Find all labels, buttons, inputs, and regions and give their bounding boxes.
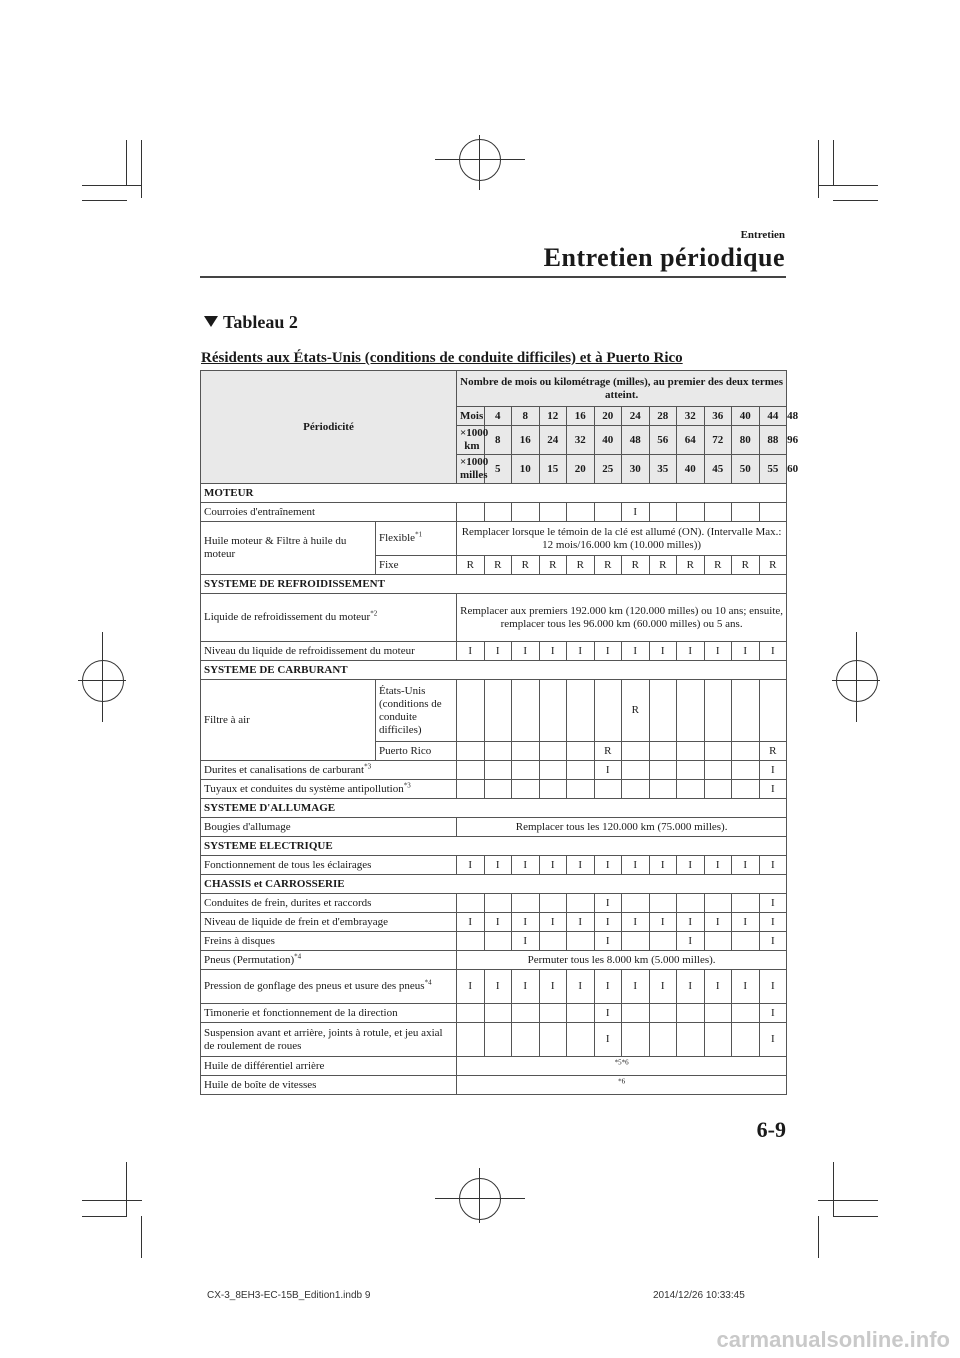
schedule-cell: I [704,642,732,661]
schedule-cell: I [512,932,540,951]
section-title-text: Tableau 2 [223,312,298,332]
table-row [201,913,787,932]
schedule-cell: I [512,856,540,875]
schedule-cell [512,742,540,761]
schedule-cell: I [484,642,512,661]
schedule-cell [484,894,512,913]
chapter-label: Entretien [740,229,785,241]
schedule-cell [622,1023,650,1057]
schedule-cell [732,932,760,951]
interval-value: 64 [677,426,705,455]
schedule-cell [539,680,567,742]
item-label [201,970,457,1004]
schedule-cell [649,503,677,522]
table-row [201,970,787,1004]
schedule-cell [732,503,760,522]
schedule-cell [457,1023,485,1057]
interval-value: 80 [732,426,760,455]
schedule-cell [704,780,732,799]
schedule-cell [732,680,760,742]
schedule-cell [567,742,595,761]
interval-value: 28 [649,407,677,426]
interval-value: 20 [594,407,622,426]
category-refroidissement: SYSTEME DE REFROIDISSEMENT [201,575,787,594]
interval-value: 50 [732,455,760,484]
schedule-cell: I [759,1004,787,1023]
schedule-cell: R [484,556,512,575]
footnote-ref: *3 [364,761,372,770]
category-row [201,661,787,680]
schedule-cell [484,780,512,799]
interval-value: 20 [567,455,595,484]
interval-value: 32 [677,407,705,426]
interval-value: 24 [539,426,567,455]
footer-file: CX-3_8EH3-EC-15B_Edition1.indb 9 [207,1290,371,1301]
item-label: Filtre à air [201,680,376,761]
schedule-cell [649,761,677,780]
interval-value: 25 [594,455,622,484]
schedule-cell: I [594,970,622,1004]
schedule-cell [567,503,595,522]
schedule-cell: I [594,1004,622,1023]
periodicite-header: Périodicité [201,371,457,484]
schedule-cell: I [704,913,732,932]
schedule-cell: I [677,970,705,1004]
schedule-cell [677,503,705,522]
schedule-cell: I [594,1023,622,1057]
table-row [201,1004,787,1023]
item-label: Huile de différentiel arrière [201,1057,457,1076]
schedule-cell: I [704,856,732,875]
schedule-cell [704,1023,732,1057]
footnote-note [457,1057,787,1076]
schedule-cell: I [649,642,677,661]
schedule-cell [732,1023,760,1057]
interval-value: 48 [622,426,650,455]
schedule-cell [677,1004,705,1023]
schedule-cell [567,894,595,913]
schedule-cell: I [622,642,650,661]
schedule-cell [512,1004,540,1023]
table-row [201,856,787,875]
schedule-cell [677,780,705,799]
interval-value: 36 [704,407,732,426]
footnote-ref: *1 [415,530,423,539]
schedule-cell [732,761,760,780]
schedule-cell [704,894,732,913]
schedule-cell [484,680,512,742]
category-chassis: CHASSIS et CARROSSERIE [201,875,787,894]
table-row [201,932,787,951]
item-label [201,780,457,799]
schedule-cell [457,680,485,742]
category-row [201,837,787,856]
schedule-cell [457,894,485,913]
watermark: carmanualsonline.info [716,1327,950,1352]
schedule-cell [512,680,540,742]
schedule-cell: I [732,856,760,875]
schedule-cell: I [759,761,787,780]
page-number: 6-9 [756,1117,786,1142]
interval-value: 40 [594,426,622,455]
schedule-cell [732,742,760,761]
schedule-cell: R [622,680,650,742]
schedule-cell [512,894,540,913]
schedule-cell: I [567,856,595,875]
category-row [201,484,787,503]
schedule-cell: I [759,932,787,951]
category-allumage: SYSTEME D'ALLUMAGE [201,799,787,818]
interval-value: 4 [484,407,512,426]
category-electrique: SYSTEME ELECTRIQUE [201,837,787,856]
item-label: Conduites de frein, durites et raccords [201,894,457,913]
interval-value: 15 [539,455,567,484]
table-row: ×1000 milles 5 10 15 20 25 30 35 40 45 50 55 60 [201,455,787,484]
schedule-cell [484,503,512,522]
schedule-cell [594,780,622,799]
schedule-cell: I [759,642,787,661]
schedule-cell: I [622,856,650,875]
footnote-ref: *2 [370,609,378,618]
triangle-down-icon [204,316,218,327]
schedule-cell [457,742,485,761]
item-label: Freins à disques [201,932,457,951]
schedule-cell: R [594,742,622,761]
interval-value: 16 [567,407,595,426]
schedule-cell: I [677,642,705,661]
table-row [201,761,787,780]
category-row [201,575,787,594]
flexible-label [376,522,457,556]
category-carburant: SYSTEME DE CARBURANT [201,661,787,680]
schedule-cell [567,761,595,780]
table-row [201,522,787,556]
category-row [201,875,787,894]
schedule-cell: I [677,932,705,951]
item-label-text: Durites et canalisations de carburant [204,763,365,776]
schedule-cell [484,1023,512,1057]
table-row [201,594,787,642]
item-label-text: Pression de gonflage des pneus et usure des pneus [204,980,425,992]
item-label: Timonerie et fonctionnement de la direction [201,1004,457,1023]
schedule-cell [539,1023,567,1057]
schedule-cell [732,894,760,913]
schedule-cell: I [512,642,540,661]
schedule-cell [512,503,540,522]
section-title [204,312,298,333]
schedule-cell: I [594,856,622,875]
schedule-cell: I [539,642,567,661]
schedule-cell: I [704,970,732,1004]
interval-value: 30 [622,455,650,484]
schedule-cell: I [759,1023,787,1057]
maintenance-schedule-table [200,370,799,1095]
category-row [201,799,787,818]
schedule-cell: I [457,856,485,875]
footnote-ref: *4 [424,978,432,987]
schedule-cell [649,1023,677,1057]
schedule-cell: I [512,913,540,932]
schedule-cell: I [759,970,787,1004]
footnote-ref: *5*6 [614,1057,629,1066]
flexible-instruction: Remplacer lorsque le témoin de la clé est allumé (ON). (Intervalle Max.: 12 mois/16.000 km (10.000 milles)) [457,522,787,556]
interval-value: 44 [759,407,787,426]
schedule-cell [732,1004,760,1023]
schedule-cell: I [567,642,595,661]
schedule-cell: I [759,913,787,932]
table-row [201,503,787,522]
item-label: Huile de boîte de vitesses [201,1076,457,1095]
schedule-cell [759,503,787,522]
schedule-cell [704,680,732,742]
interval-value: 35 [649,455,677,484]
schedule-cell [539,761,567,780]
months-label: Mois [457,407,485,426]
schedule-cell [704,742,732,761]
schedule-cell: I [649,970,677,1004]
interval-value: 5 [484,455,512,484]
schedule-cell: R [732,556,760,575]
schedule-cell [649,1004,677,1023]
schedule-cell: R [622,556,650,575]
schedule-cell: R [457,556,485,575]
schedule-cell [622,932,650,951]
schedule-cell [539,780,567,799]
schedule-cell [484,742,512,761]
schedule-cell: I [594,932,622,951]
flexible-text: Flexible [379,532,416,544]
footnote-note [457,1076,787,1095]
interval-value: 12 [539,407,567,426]
schedule-cell [594,680,622,742]
schedule-cell: I [732,913,760,932]
header-rule [200,276,786,278]
interval-value: 16 [512,426,540,455]
schedule-cell: I [457,913,485,932]
table-row [201,642,787,661]
item-label: Niveau du liquide de refroidissement du moteur [201,642,457,661]
schedule-cell [704,503,732,522]
schedule-cell: I [622,913,650,932]
schedule-cell [649,780,677,799]
item-label [201,594,457,642]
footer-date: 2014/12/26 10:33:45 [653,1290,745,1301]
footnote-ref: *3 [403,780,411,789]
coolant-instruction: Remplacer aux premiers 192.000 km (120.000 milles) ou 10 ans; ensuite, remplacer tous les 96.000 km (60.000 milles) ou 5 ans. [457,594,787,642]
table-row [201,1057,787,1076]
schedule-cell: I [594,761,622,780]
interval-value: 55 [759,455,787,484]
schedule-cell: I [484,856,512,875]
schedule-cell: I [759,894,787,913]
interval-value: 88 [759,426,787,455]
footnote-ref: *4 [294,951,302,960]
schedule-cell: R [567,556,595,575]
schedule-cell [539,894,567,913]
item-label: Suspension avant et arrière, joints à rotule, et jeu axial de roulement de roues [201,1023,457,1057]
schedule-cell [539,1004,567,1023]
schedule-cell [457,1004,485,1023]
schedule-cell: R [704,556,732,575]
schedule-cell: I [759,856,787,875]
schedule-cell [704,1004,732,1023]
item-label-text: Tuyaux et conduites du système antipollution [204,782,404,795]
schedule-cell [457,761,485,780]
schedule-cell: R [759,742,787,761]
schedule-cell: I [594,642,622,661]
schedule-cell [677,1023,705,1057]
schedule-cell [649,742,677,761]
item-label: Huile moteur & Filtre à huile du moteur [201,522,376,575]
schedule-cell [622,780,650,799]
miles-label: ×1000 milles [457,455,485,484]
schedule-cell [732,780,760,799]
schedule-cell: R [539,556,567,575]
section-subtitle: Résidents aux États-Unis (conditions de conduite difficiles) et à Puerto Rico [201,350,683,366]
item-label: Courroies d'entraînement [201,503,457,522]
schedule-cell: I [622,970,650,1004]
schedule-cell: R [649,556,677,575]
schedule-cell: I [567,913,595,932]
table-row: ×1000 km 8 16 24 32 40 48 56 64 72 80 88 96 [201,426,787,455]
schedule-cell [512,761,540,780]
interval-value: 32 [567,426,595,455]
schedule-cell [677,894,705,913]
table-row [201,818,787,837]
fixe-label: Fixe [376,556,457,575]
schedule-cell [512,780,540,799]
interval-value: 56 [649,426,677,455]
schedule-cell [622,761,650,780]
item-label-text: Pneus (Permutation) [204,953,295,966]
schedule-cell: R [512,556,540,575]
schedule-cell [567,1004,595,1023]
schedule-cell [677,742,705,761]
schedule-cell: I [539,970,567,1004]
schedule-cell: I [457,970,485,1004]
schedule-cell [622,1004,650,1023]
interval-value: 10 [512,455,540,484]
interval-value: 8 [512,407,540,426]
schedule-cell [457,780,485,799]
interval-value: 40 [677,455,705,484]
item-label: Niveau de liquide de frein et d'embrayage [201,913,457,932]
schedule-cell: I [759,780,787,799]
schedule-cell [484,761,512,780]
us-label: États-Unis (conditions de conduite difficiles) [376,680,457,742]
table-row [201,951,787,970]
schedule-cell [704,932,732,951]
schedule-cell [484,1004,512,1023]
table-row: Mois 4 8 12 16 20 24 28 32 36 40 44 48 [201,407,787,426]
table-row [201,780,787,799]
schedule-cell: I [677,913,705,932]
schedule-cell: R [594,556,622,575]
schedule-cell: I [512,970,540,1004]
table-row [201,894,787,913]
schedule-cell [677,761,705,780]
interval-value: 72 [704,426,732,455]
footnote-ref: *6 [618,1076,626,1085]
schedule-cell [539,932,567,951]
category-moteur: MOTEUR [201,484,787,503]
schedule-cell [649,932,677,951]
schedule-cell [622,742,650,761]
km-label: ×1000 km [457,426,485,455]
schedule-cell: I [677,856,705,875]
schedule-cell [567,680,595,742]
schedule-cell: I [649,913,677,932]
schedule-cell: I [732,642,760,661]
schedule-cell [567,932,595,951]
interval-value: 40 [732,407,760,426]
interval-value: 45 [704,455,732,484]
schedule-cell [649,894,677,913]
schedule-cell: I [594,894,622,913]
schedule-cell: R [677,556,705,575]
item-label-text: Liquide de refroidissement du moteur [204,611,371,623]
schedule-cell [649,680,677,742]
schedule-cell [567,1023,595,1057]
schedule-cell [759,680,787,742]
schedule-cell [622,894,650,913]
schedule-cell: I [484,970,512,1004]
schedule-cell [677,680,705,742]
schedule-cell: I [484,913,512,932]
schedule-cell: I [539,913,567,932]
schedule-cell [567,780,595,799]
item-label [201,951,457,970]
schedule-cell [594,503,622,522]
schedule-cell: I [622,503,650,522]
item-label: Bougies d'allumage [201,818,457,837]
schedule-cell: I [567,970,595,1004]
interval-value: 24 [622,407,650,426]
schedule-cell: I [457,642,485,661]
spark-plug-instruction: Remplacer tous les 120.000 km (75.000 milles). [457,818,787,837]
schedule-cell [539,742,567,761]
schedule-cell [512,1023,540,1057]
pr-label: Puerto Rico [376,742,457,761]
schedule-cell: I [594,913,622,932]
schedule-cell [539,503,567,522]
schedule-cell [457,932,485,951]
item-label: Fonctionnement de tous les éclairages [201,856,457,875]
item-label [201,761,457,780]
schedule-cell: I [649,856,677,875]
schedule-cell [457,503,485,522]
schedule-cell: I [539,856,567,875]
tire-rotation-instruction: Permuter tous les 8.000 km (5.000 milles). [457,951,787,970]
interval-header: Nombre de mois ou kilométrage (milles), au premier des deux termes atteint. [457,371,787,407]
interval-value: 8 [484,426,512,455]
page-title: Entretien périodique [543,243,785,272]
schedule-cell: I [732,970,760,1004]
schedule-cell: R [759,556,787,575]
table-row [201,1023,787,1057]
table-row [201,1076,787,1095]
table-row [201,680,787,742]
schedule-cell [704,761,732,780]
schedule-cell [484,932,512,951]
